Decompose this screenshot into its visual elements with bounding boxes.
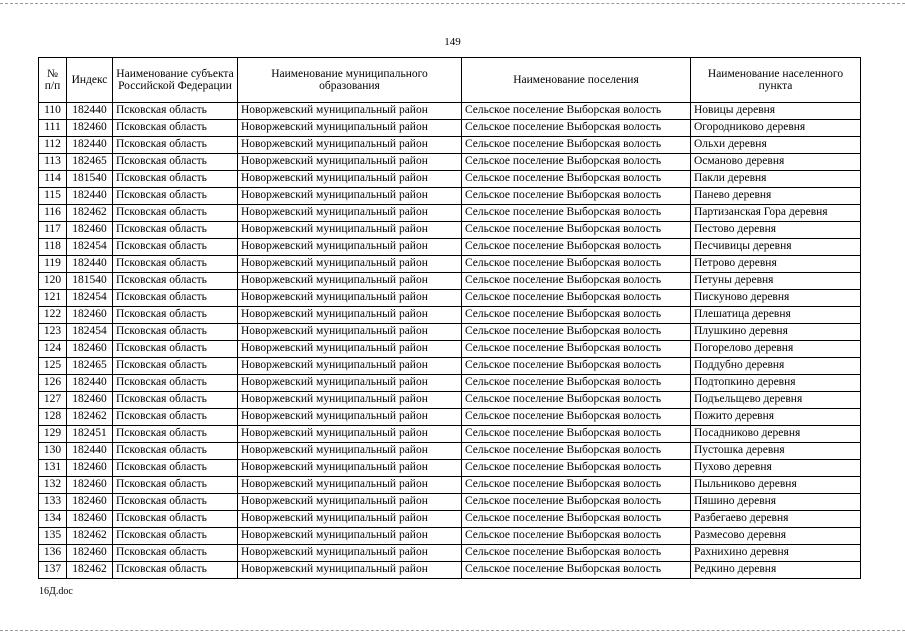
table-row xyxy=(39,188,861,205)
table-row xyxy=(39,137,861,154)
cell-index: 182462 xyxy=(67,528,113,545)
cell-municipality: Новоржевский муниципальный район xyxy=(238,120,462,137)
table-row xyxy=(39,562,861,579)
cell-settlement: Сельское поселение Выборская волость xyxy=(462,358,691,375)
header-municipality: Наименование муниципального образования xyxy=(238,58,462,103)
cell-num: 113 xyxy=(39,154,67,171)
table-row xyxy=(39,239,861,256)
cell-locality: Пискуново деревня xyxy=(691,290,861,307)
cell-municipality: Новоржевский муниципальный район xyxy=(238,171,462,188)
cell-subject: Псковская область xyxy=(113,290,238,307)
cell-settlement: Сельское поселение Выборская волость xyxy=(462,324,691,341)
cell-index: 182462 xyxy=(67,409,113,426)
cell-subject: Псковская область xyxy=(113,409,238,426)
cell-num: 110 xyxy=(39,103,67,120)
cell-locality: Рахнихино деревня xyxy=(691,545,861,562)
table-body xyxy=(39,103,861,579)
cell-subject: Псковская область xyxy=(113,341,238,358)
cell-index: 182460 xyxy=(67,120,113,137)
cell-index: 182460 xyxy=(67,545,113,562)
cell-municipality: Новоржевский муниципальный район xyxy=(238,341,462,358)
header-locality: Наименование населенного пункта xyxy=(691,58,861,103)
cell-locality: Поддубно деревня xyxy=(691,358,861,375)
table-row xyxy=(39,171,861,188)
cell-locality: Плешатица деревня xyxy=(691,307,861,324)
table-row xyxy=(39,511,861,528)
cell-settlement: Сельское поселение Выборская волость xyxy=(462,239,691,256)
cell-municipality: Новоржевский муниципальный район xyxy=(238,273,462,290)
cell-subject: Псковская область xyxy=(113,273,238,290)
cell-municipality: Новоржевский муниципальный район xyxy=(238,528,462,545)
cell-num: 122 xyxy=(39,307,67,324)
cell-subject: Псковская область xyxy=(113,239,238,256)
cell-num: 129 xyxy=(39,426,67,443)
cell-index: 182440 xyxy=(67,188,113,205)
cell-settlement: Сельское поселение Выборская волость xyxy=(462,562,691,579)
cell-num: 120 xyxy=(39,273,67,290)
cell-municipality: Новоржевский муниципальный район xyxy=(238,494,462,511)
cell-locality: Новицы деревня xyxy=(691,103,861,120)
cell-locality: Петрово деревня xyxy=(691,256,861,273)
cell-num: 117 xyxy=(39,222,67,239)
table-row xyxy=(39,392,861,409)
cell-index: 182440 xyxy=(67,443,113,460)
header-settlement: Наименование поселения xyxy=(462,58,691,103)
scan-bottom-edge xyxy=(0,630,905,631)
cell-subject: Псковская область xyxy=(113,324,238,341)
cell-municipality: Новоржевский муниципальный район xyxy=(238,562,462,579)
cell-settlement: Сельское поселение Выборская волость xyxy=(462,120,691,137)
cell-municipality: Новоржевский муниципальный район xyxy=(238,154,462,171)
table-row xyxy=(39,545,861,562)
cell-settlement: Сельское поселение Выборская волость xyxy=(462,477,691,494)
cell-municipality: Новоржевский муниципальный район xyxy=(238,324,462,341)
cell-index: 182460 xyxy=(67,511,113,528)
table-row xyxy=(39,273,861,290)
cell-subject: Псковская область xyxy=(113,392,238,409)
cell-subject: Псковская область xyxy=(113,205,238,222)
cell-locality: Погорелово деревня xyxy=(691,341,861,358)
cell-subject: Псковская область xyxy=(113,494,238,511)
cell-num: 137 xyxy=(39,562,67,579)
cell-index: 182460 xyxy=(67,477,113,494)
cell-locality: Пухово деревня xyxy=(691,460,861,477)
cell-num: 127 xyxy=(39,392,67,409)
cell-index: 182465 xyxy=(67,358,113,375)
header-num: № п/п xyxy=(39,58,67,103)
cell-num: 133 xyxy=(39,494,67,511)
cell-municipality: Новоржевский муниципальный район xyxy=(238,290,462,307)
cell-index: 182440 xyxy=(67,375,113,392)
localities-table xyxy=(38,57,861,579)
cell-subject: Псковская область xyxy=(113,120,238,137)
cell-settlement: Сельское поселение Выборская волость xyxy=(462,375,691,392)
cell-subject: Псковская область xyxy=(113,426,238,443)
cell-index: 182460 xyxy=(67,341,113,358)
table-row xyxy=(39,290,861,307)
cell-municipality: Новоржевский муниципальный район xyxy=(238,188,462,205)
cell-subject: Псковская область xyxy=(113,511,238,528)
table-row xyxy=(39,324,861,341)
cell-subject: Псковская область xyxy=(113,528,238,545)
cell-locality: Пяшино деревня xyxy=(691,494,861,511)
cell-locality: Пакли деревня xyxy=(691,171,861,188)
table-row xyxy=(39,426,861,443)
cell-settlement: Сельское поселение Выборская волость xyxy=(462,222,691,239)
table-row xyxy=(39,222,861,239)
cell-settlement: Сельское поселение Выборская волость xyxy=(462,443,691,460)
cell-settlement: Сельское поселение Выборская волость xyxy=(462,494,691,511)
cell-num: 134 xyxy=(39,511,67,528)
cell-index: 182440 xyxy=(67,137,113,154)
cell-settlement: Сельское поселение Выборская волость xyxy=(462,409,691,426)
cell-index: 181540 xyxy=(67,273,113,290)
cell-subject: Псковская область xyxy=(113,545,238,562)
cell-subject: Псковская область xyxy=(113,256,238,273)
cell-municipality: Новоржевский муниципальный район xyxy=(238,409,462,426)
table-row xyxy=(39,341,861,358)
cell-index: 182460 xyxy=(67,222,113,239)
table-row xyxy=(39,375,861,392)
cell-num: 111 xyxy=(39,120,67,137)
footer-filename: 16Д.doc xyxy=(39,586,73,597)
cell-locality: Огородниково деревня xyxy=(691,120,861,137)
cell-settlement: Сельское поселение Выборская волость xyxy=(462,205,691,222)
cell-num: 132 xyxy=(39,477,67,494)
cell-locality: Посадниково деревня xyxy=(691,426,861,443)
cell-num: 121 xyxy=(39,290,67,307)
cell-num: 115 xyxy=(39,188,67,205)
cell-locality: Османово деревня xyxy=(691,154,861,171)
cell-num: 119 xyxy=(39,256,67,273)
cell-locality: Пустошка деревня xyxy=(691,443,861,460)
cell-locality: Панево деревня xyxy=(691,188,861,205)
cell-subject: Псковская область xyxy=(113,188,238,205)
cell-index: 182460 xyxy=(67,460,113,477)
cell-index: 181540 xyxy=(67,171,113,188)
cell-num: 128 xyxy=(39,409,67,426)
cell-subject: Псковская область xyxy=(113,375,238,392)
cell-num: 131 xyxy=(39,460,67,477)
cell-settlement: Сельское поселение Выборская волость xyxy=(462,392,691,409)
cell-settlement: Сельское поселение Выборская волость xyxy=(462,511,691,528)
cell-municipality: Новоржевский муниципальный район xyxy=(238,545,462,562)
cell-settlement: Сельское поселение Выборская волость xyxy=(462,528,691,545)
table-row xyxy=(39,460,861,477)
cell-index: 182462 xyxy=(67,562,113,579)
cell-num: 123 xyxy=(39,324,67,341)
table-row xyxy=(39,494,861,511)
cell-municipality: Новоржевский муниципальный район xyxy=(238,137,462,154)
cell-municipality: Новоржевский муниципальный район xyxy=(238,511,462,528)
cell-locality: Подъельщево деревня xyxy=(691,392,861,409)
cell-index: 182460 xyxy=(67,307,113,324)
cell-num: 126 xyxy=(39,375,67,392)
cell-index: 182460 xyxy=(67,494,113,511)
cell-municipality: Новоржевский муниципальный район xyxy=(238,443,462,460)
table-row xyxy=(39,205,861,222)
cell-index: 182454 xyxy=(67,290,113,307)
cell-index: 182465 xyxy=(67,154,113,171)
cell-index: 182462 xyxy=(67,205,113,222)
header-index: Индекс xyxy=(67,58,113,103)
table-row xyxy=(39,409,861,426)
cell-municipality: Новоржевский муниципальный район xyxy=(238,222,462,239)
cell-settlement: Сельское поселение Выборская волость xyxy=(462,188,691,205)
cell-settlement: Сельское поселение Выборская волость xyxy=(462,460,691,477)
cell-locality: Редкино деревня xyxy=(691,562,861,579)
cell-num: 125 xyxy=(39,358,67,375)
cell-subject: Псковская область xyxy=(113,460,238,477)
cell-locality: Разбегаево деревня xyxy=(691,511,861,528)
cell-subject: Псковская область xyxy=(113,307,238,324)
header-subject: Наименование субъекта Российской Федерации xyxy=(113,58,238,103)
cell-index: 182440 xyxy=(67,256,113,273)
cell-municipality: Новоржевский муниципальный район xyxy=(238,477,462,494)
cell-settlement: Сельское поселение Выборская волость xyxy=(462,171,691,188)
table-row xyxy=(39,443,861,460)
cell-municipality: Новоржевский муниципальный район xyxy=(238,205,462,222)
cell-num: 116 xyxy=(39,205,67,222)
cell-municipality: Новоржевский муниципальный район xyxy=(238,375,462,392)
cell-settlement: Сельское поселение Выборская волость xyxy=(462,341,691,358)
cell-municipality: Новоржевский муниципальный район xyxy=(238,460,462,477)
cell-subject: Псковская область xyxy=(113,358,238,375)
cell-locality: Размесово деревня xyxy=(691,528,861,545)
cell-locality: Плушкино деревня xyxy=(691,324,861,341)
cell-municipality: Новоржевский муниципальный район xyxy=(238,392,462,409)
table-row xyxy=(39,103,861,120)
table-row xyxy=(39,154,861,171)
scan-top-edge xyxy=(0,3,905,4)
cell-settlement: Сельское поселение Выборская волость xyxy=(462,273,691,290)
table-row xyxy=(39,477,861,494)
cell-settlement: Сельское поселение Выборская волость xyxy=(462,154,691,171)
cell-settlement: Сельское поселение Выборская волость xyxy=(462,137,691,154)
cell-subject: Псковская область xyxy=(113,477,238,494)
table-row xyxy=(39,528,861,545)
cell-locality: Партизанская Гора деревня xyxy=(691,205,861,222)
cell-index: 182460 xyxy=(67,392,113,409)
cell-settlement: Сельское поселение Выборская волость xyxy=(462,545,691,562)
cell-settlement: Сельское поселение Выборская волость xyxy=(462,307,691,324)
cell-index: 182451 xyxy=(67,426,113,443)
table-row xyxy=(39,307,861,324)
cell-locality: Пестово деревня xyxy=(691,222,861,239)
cell-municipality: Новоржевский муниципальный район xyxy=(238,239,462,256)
cell-subject: Псковская область xyxy=(113,443,238,460)
cell-num: 114 xyxy=(39,171,67,188)
cell-municipality: Новоржевский муниципальный район xyxy=(238,103,462,120)
cell-subject: Псковская область xyxy=(113,103,238,120)
table-row xyxy=(39,256,861,273)
cell-num: 136 xyxy=(39,545,67,562)
cell-municipality: Новоржевский муниципальный район xyxy=(238,256,462,273)
cell-locality: Пыльниково деревня xyxy=(691,477,861,494)
cell-subject: Псковская область xyxy=(113,137,238,154)
cell-num: 130 xyxy=(39,443,67,460)
cell-num: 118 xyxy=(39,239,67,256)
cell-municipality: Новоржевский муниципальный район xyxy=(238,426,462,443)
table-row xyxy=(39,358,861,375)
cell-subject: Псковская область xyxy=(113,154,238,171)
cell-num: 124 xyxy=(39,341,67,358)
cell-index: 182440 xyxy=(67,103,113,120)
cell-municipality: Новоржевский муниципальный район xyxy=(238,358,462,375)
cell-index: 182454 xyxy=(67,239,113,256)
cell-settlement: Сельское поселение Выборская волость xyxy=(462,256,691,273)
cell-locality: Песчивицы деревня xyxy=(691,239,861,256)
table-header-row xyxy=(39,58,861,103)
cell-subject: Псковская область xyxy=(113,562,238,579)
cell-settlement: Сельское поселение Выборская волость xyxy=(462,290,691,307)
cell-settlement: Сельское поселение Выборская волость xyxy=(462,426,691,443)
cell-subject: Псковская область xyxy=(113,171,238,188)
table-row xyxy=(39,120,861,137)
cell-settlement: Сельское поселение Выборская волость xyxy=(462,103,691,120)
cell-index: 182454 xyxy=(67,324,113,341)
cell-num: 112 xyxy=(39,137,67,154)
cell-num: 135 xyxy=(39,528,67,545)
page-number: 149 xyxy=(444,36,461,48)
cell-municipality: Новоржевский муниципальный район xyxy=(238,307,462,324)
cell-locality: Петуны деревня xyxy=(691,273,861,290)
cell-locality: Подтопкино деревня xyxy=(691,375,861,392)
cell-subject: Псковская область xyxy=(113,222,238,239)
cell-locality: Пожито деревня xyxy=(691,409,861,426)
cell-locality: Ольхи деревня xyxy=(691,137,861,154)
